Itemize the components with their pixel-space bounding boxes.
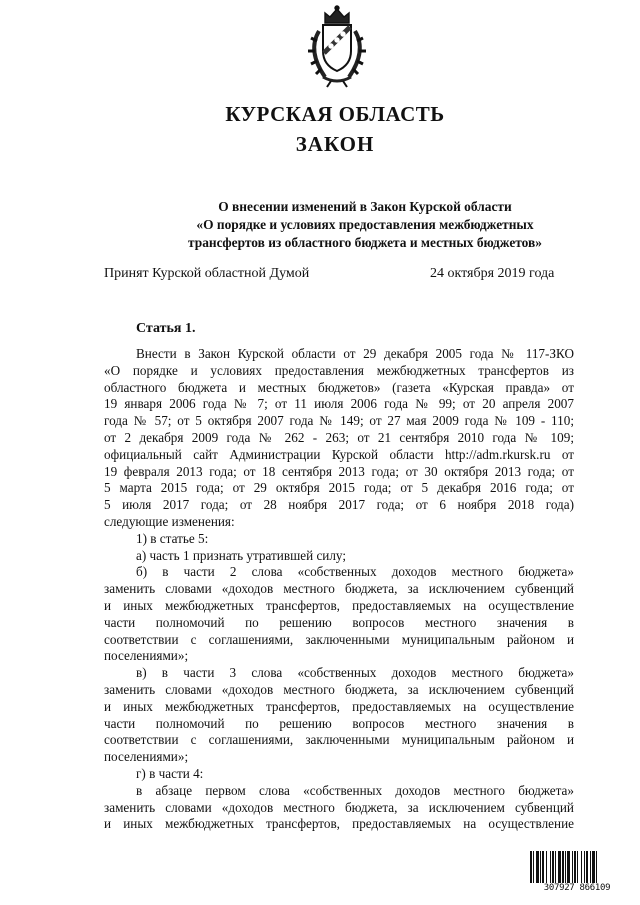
body-line: Внести в Закон Курской области от 29 декабря 2005 года № 117-ЗКО (136, 346, 574, 361)
body-line: б) в части 2 слова «собственных доходов местного бюджета» (136, 564, 574, 580)
body-line: и иных межбюджетных трансфертов, предоставляемых на осуществление (104, 816, 574, 832)
body-line: в абзаце первом слова «собственных доходов местного бюджета» (136, 782, 574, 798)
body-line: областного бюджета и местных бюджетов» (газета «Курская правда» от (104, 379, 574, 395)
body-line: соответствии с соглашениями, заключенными муниципальным районом и (104, 732, 574, 748)
adopted-by-text: Принят Курской областной Думой (104, 266, 310, 281)
body-line: 5 марта 2015 года; от 29 октября 2015 года; от 5 декабря 2016 года; от (104, 480, 574, 496)
body-line: и иных межбюджетных трансфертов, предоставляемых на осуществление (104, 698, 574, 714)
body-line: заменить словами «доходов местного бюджета, за исключением субвенций (104, 681, 574, 697)
body-line: 5 июля 2017 года; от 28 ноября 2017 года; от 6 ноября 2018 года) (104, 497, 574, 513)
law-title-line: трансфертов из областного бюджета и местных бюджетов» (188, 235, 542, 250)
barcode-number: 307927 866109 (527, 883, 627, 893)
body-line: в) в части 3 слова «собственных доходов местного бюджета» (136, 665, 574, 681)
body-line: части полномочий по решению вопросов местного значения в (104, 715, 574, 731)
body-line: 19 февраля 2013 года; от 18 сентября 2013 года; от 30 октября 2013 года; от (104, 463, 574, 479)
body-line: части полномочий по решению вопросов местного значения в (104, 614, 574, 630)
body-line: поселениями»; (104, 749, 189, 765)
body-line: заменить словами «доходов местного бюджета, за исключением субвенций (104, 799, 574, 815)
body-line: а) часть 1 признать утратившей силу; (136, 547, 347, 563)
body-line: «О порядке и условиях предоставления межбюджетных трансфертов из (104, 362, 574, 378)
law-title-line: О внесении изменений в Закон Курской области (218, 199, 512, 214)
body-line: 19 января 2006 года № 7; от 11 июля 2006 года № 99; от 20 апреля 2007 (104, 396, 574, 412)
body-line: следующие изменения: (104, 513, 235, 529)
body-line: поселениями»; (104, 648, 189, 664)
body-line: г) в части 4: (136, 765, 204, 781)
body-line: заменить словами «доходов местного бюджета, за исключением субвенций (104, 581, 574, 597)
adoption-date: 24 октября 2019 года (430, 266, 555, 281)
body-line: года № 57; от 5 октября 2007 года № 149; от 27 мая 2009 года № 109 - 110; (104, 413, 574, 429)
coat-of-arms-emblem-icon (295, 5, 379, 89)
article-heading: Статья 1. (136, 321, 196, 336)
document-type-heading: ЗАКОН (295, 132, 375, 156)
body-line: 1) в статье 5: (136, 530, 209, 546)
body-line: от 2 декабря 2009 года № 262 - 263; от 21 сентября 2010 года № 109; (104, 429, 574, 445)
body-line: официальный сайт Администрации Курской области http://adm.rkursk.ru от (104, 446, 574, 462)
article-body (104, 346, 574, 833)
body-line: и иных межбюджетных трансфертов, предоставляемых на осуществление (104, 597, 574, 613)
body-line: соответствии с соглашениями, заключенными муниципальным районом и (104, 631, 574, 647)
region-heading: КУРСКАЯ ОБЛАСТЬ (225, 102, 445, 126)
law-title-line: «О порядке и условиях предоставления межбюджетных (196, 217, 534, 232)
